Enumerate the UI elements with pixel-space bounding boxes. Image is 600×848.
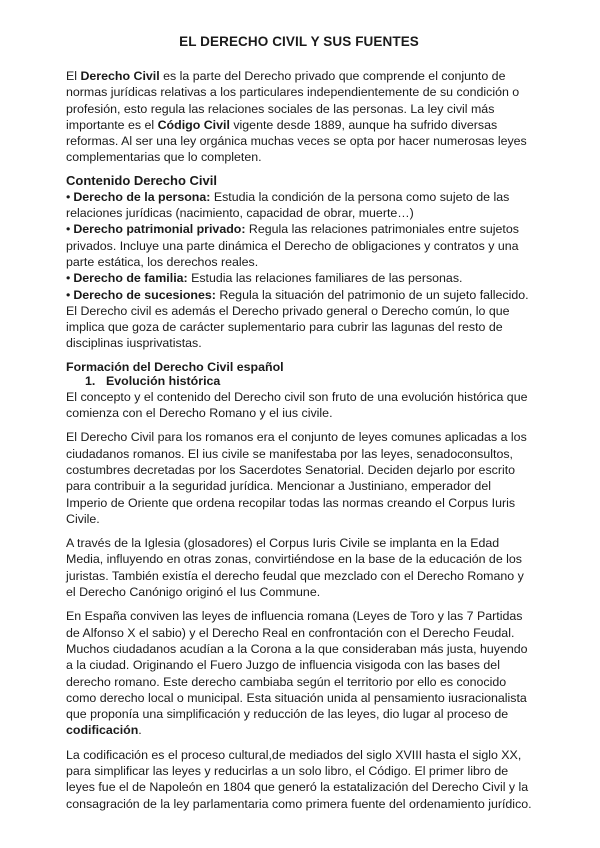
bullet-label: Derecho de familia: [73, 271, 188, 286]
document-page [66, 34, 532, 820]
bullet-mark: • [66, 287, 71, 302]
evolucion-number: 1. [85, 373, 96, 388]
espana-text: En España conviven las leyes de influencia romana (Leyes de Toro y las 7 Partidas de Alfonso X el sabio) y el Derecho Real en confrontación con el Derecho Feudal. Muchos ciudadanos acudían a la Corona a la que consideraban más justa, huyendo a la ciudad. Originando el Fuero Juzgo de influencia visigoda con las bases del derecho romano. Este derecho cambiaba según el territorio por ello es conocido como derecho local o municipal. Esta situación unida al pensamiento iusracionalista que proponía una simplificación y reducción de las leyes, dio lugar al proceso de [66, 609, 528, 722]
intro-bold-derecho-civil: Derecho Civil [80, 69, 160, 83]
bullet-mark: • [66, 189, 71, 204]
intro-text-1: El [66, 69, 81, 83]
paragraph-iglesia: A través de la Iglesia (glosadores) el Corpus Iuris Civile se implanta en la Edad Media, influyendo en otras zonas, convirtiéndose en la base de la educación de los juristas. También existía el derecho feudal que mezclado con el Derecho Romano y el Derecho Canónigo originó el Ius Commune. [66, 536, 524, 600]
document-title: EL DERECHO CIVIL Y SUS FUENTES [179, 34, 419, 49]
intro-paragraph [66, 68, 532, 166]
intro-bold-codigo-civil: Código Civil [157, 117, 230, 132]
formacion-heading: Formación del Derecho Civil español [66, 359, 284, 374]
intro-text-3: vigente desde 1889, aunque ha sufrido diversas reformas. Al ser una ley orgánica muchas veces se opta por hacer numerosas leyes complementarias que lo completen. [66, 117, 527, 165]
bullet-text: Estudia las relaciones familiares de las personas. [187, 271, 463, 286]
bullet-label: Derecho de la persona: [73, 189, 211, 204]
evolucion-heading [66, 374, 532, 388]
bullet-text: Regula la situación del patrimonio de un sujeto fallecido. [215, 287, 529, 302]
paragraph-codificacion: La codificación es el proceso cultural,de mediados del siglo XVIII hasta el siglo XX, para simplificar las leyes y reducirlas a un solo libro, el Código. El primer libro de leyes fue el de Napoleón en 1804 que generó la estatalización del Derecho Civil y la consagración de la ley parlamentaria como primera fuente del ordenamiento jurídico. [66, 747, 532, 811]
bullet-text: Regula las relaciones patrimoniales entre sujetos privados. Incluye una parte dinámica el Derecho de obligaciones y contratos y una parte estática, los derechos reales. [66, 222, 519, 269]
list-item [66, 221, 532, 270]
paragraph-evolucion: El concepto y el contenido del Derecho civil son fruto de una evolución histórica que comienza con el Derecho Romano y el ius civile. [66, 389, 528, 421]
list-item [66, 287, 532, 303]
paragraph-espana [66, 608, 532, 738]
bullet-label: Derecho de sucesiones: [73, 287, 216, 302]
bullet-mark: • [66, 271, 71, 286]
intro-text-2: es la parte del Derecho privado que comprende el conjunto de normas jurídicas relativas a los particulares independientemente de su condición o profesión, esto regula las relaciones sociales de las personas. La ley civil más importante es el [66, 69, 520, 132]
bullet-text: Estudia la condición de la persona como sujeto de las relaciones jurídicas (nacimiento, capacidad de obrar, muerte…) [66, 189, 510, 221]
evolucion-title: Evolución histórica [106, 373, 221, 388]
paragraph-romanos: El Derecho Civil para los romanos era el conjunto de leyes comunes aplicadas a los ciudadanos romanos. El ius civile se manifestaba por las leyes, senadoconsultos, costumbres decretadas por los Sacerdotes Senatorial. Deciden dejarlo por escrito para contribuir a la seguridad jurídica. Mencionar a Justiniano, emperador del Imperio de Oriente que ordena recopilar todas las normas creando el Corpus Iuris Civile. [66, 430, 527, 526]
espana-end: . [138, 723, 142, 738]
derecho-comun-paragraph: El Derecho civil es además el Derecho privado general o Derecho común, lo que implica que goza de carácter suplementario para cubrir las lagunas del resto de disciplinas iusprivatistas. [66, 303, 510, 351]
bullet-mark: • [66, 222, 71, 237]
codificacion-bold: codificación [66, 723, 139, 738]
contenido-list [66, 189, 532, 303]
list-item [66, 189, 532, 222]
list-item [66, 270, 532, 286]
bullet-label: Derecho patrimonial privado: [73, 222, 246, 237]
contenido-heading: Contenido Derecho Civil [66, 172, 217, 188]
